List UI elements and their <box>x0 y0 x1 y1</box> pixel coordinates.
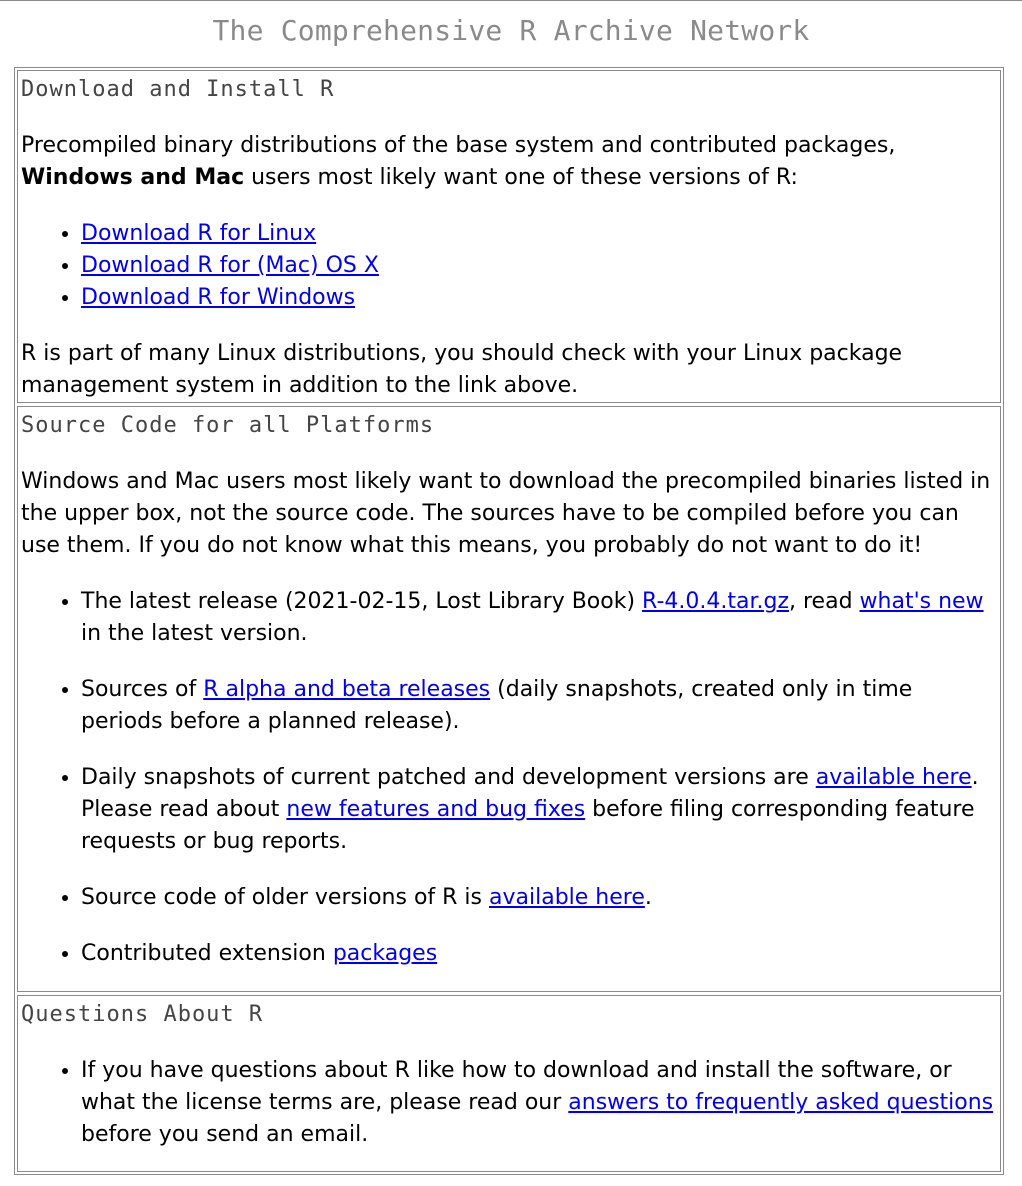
list-item <box>81 218 997 250</box>
older-versions-link[interactable]: available here <box>489 885 645 910</box>
list-item-faq <box>81 1055 997 1151</box>
daily-snapshots-middle: . Please read about <box>81 765 979 822</box>
faq-prefix: If you have questions about R like how to download and install the software, or what the license terms are, please read our <box>81 1058 952 1115</box>
source-intro: Windows and Mac users most likely want to download the precompiled binaries listed in the upper box, not the source code. The sources have to be compiled before you can use them. If you do not know what this means, you probably do not want to do it! <box>21 469 991 558</box>
snapshots-available-link[interactable]: available here <box>815 765 972 790</box>
download-intro <box>21 130 997 194</box>
faq-link[interactable]: answers to frequently asked questions <box>568 1090 994 1115</box>
download-install-box <box>17 70 1001 403</box>
faq-suffix: before you send an email. <box>81 1122 369 1147</box>
source-code-box <box>17 406 1001 992</box>
latest-release-text: The latest release (2021-02-15, Lost Library Book) <box>81 589 643 614</box>
r-tarball-link[interactable]: R-4.0.4.tar.gz <box>642 589 789 614</box>
download-windows-link[interactable]: Download R for Windows <box>81 285 356 310</box>
daily-snapshots-suffix: before filing corresponding feature requests or bug reports. <box>81 797 975 854</box>
packages-link[interactable]: packages <box>332 941 438 966</box>
list-item-alpha-beta <box>81 674 997 738</box>
daily-snapshots-prefix: Daily snapshots of current patched and development versions are <box>81 765 816 790</box>
new-features-link[interactable]: new features and bug fixes <box>286 797 586 822</box>
download-mac-link[interactable]: Download R for (Mac) OS X <box>81 253 379 278</box>
older-versions-suffix: . <box>644 885 652 910</box>
list-item-contributed <box>81 938 997 970</box>
download-intro-rest: users most likely want one of these versions of R: <box>244 165 798 190</box>
whats-new-link[interactable]: what's new <box>859 589 984 614</box>
list-item-latest-release <box>81 586 997 650</box>
alpha-beta-suffix: (daily snapshots, created only in time periods before a planned release). <box>81 677 913 734</box>
source-items-list <box>21 586 997 970</box>
alpha-beta-link[interactable]: R alpha and beta releases <box>203 677 491 702</box>
download-links-list <box>21 218 997 314</box>
list-item-older-versions <box>81 882 997 914</box>
source-heading: Source Code for all Platforms <box>21 413 435 438</box>
latest-release-suffix: in the latest version. <box>81 621 308 646</box>
list-item-daily-snapshots <box>81 762 997 858</box>
questions-list <box>21 1055 997 1151</box>
latest-release-read: , read <box>789 589 860 614</box>
download-heading: Download and Install R <box>21 77 335 102</box>
linux-note: R is part of many Linux distributions, you should check with your Linux package management system in addition to the link above. <box>21 341 903 398</box>
older-versions-prefix: Source code of older versions of R is <box>81 885 489 910</box>
alpha-beta-prefix: Sources of <box>81 677 204 702</box>
download-linux-link[interactable]: Download R for Linux <box>81 221 317 246</box>
main-table <box>14 67 1004 1175</box>
windows-mac-bold: Windows and Mac <box>21 165 245 190</box>
download-intro-text: Precompiled binary distributions of the base system and contributed packages, <box>21 133 896 158</box>
questions-heading: Questions About R <box>21 1002 264 1027</box>
page-title: The Comprehensive R Archive Network <box>212 14 810 47</box>
questions-box <box>17 995 1001 1172</box>
contributed-prefix: Contributed extension <box>81 941 333 966</box>
list-item <box>81 250 997 282</box>
list-item <box>81 282 997 314</box>
